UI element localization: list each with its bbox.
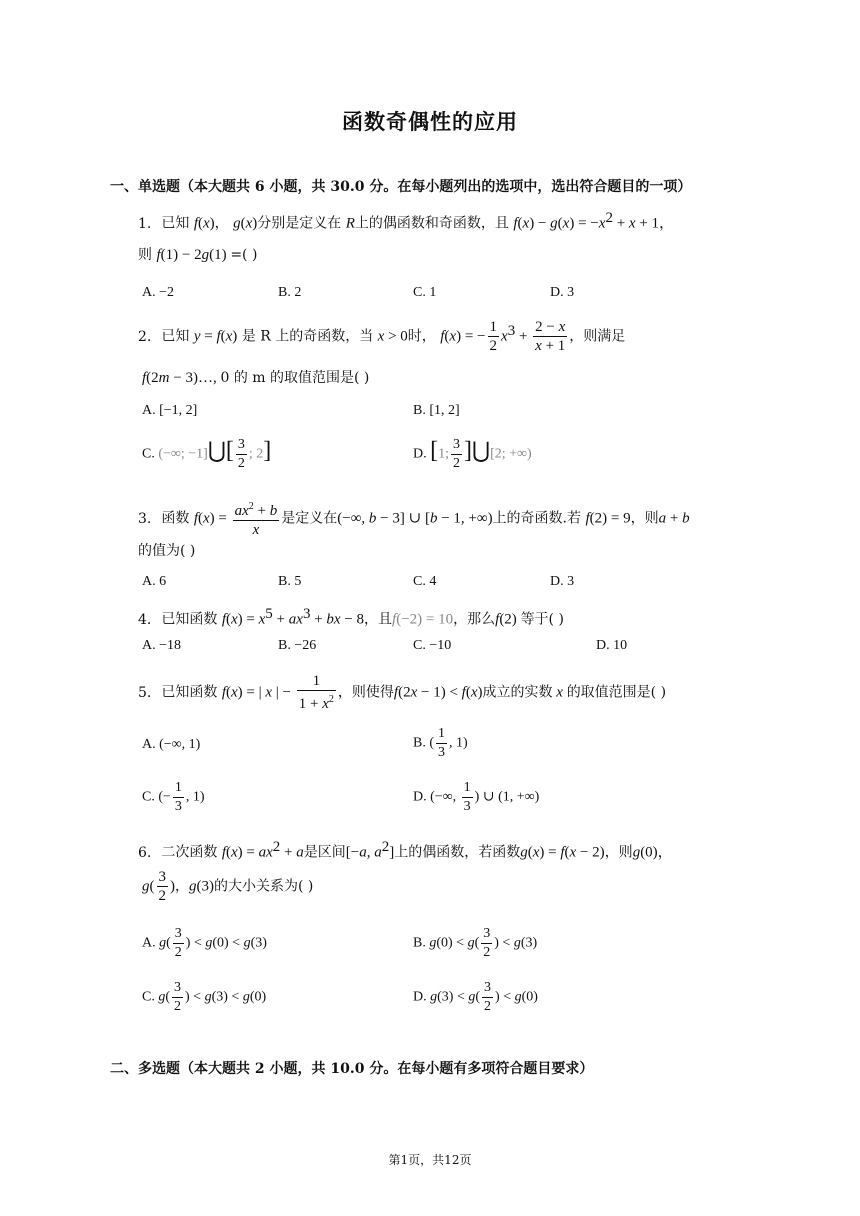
question-text: 已知 <box>161 328 190 345</box>
q6-option-d[interactable]: D. g(3) < g( $\frac{3}{2}$ ) < g(0) <box>413 980 538 1014</box>
question-text: 分别是定义在 <box>257 215 342 232</box>
question-text: 0 的 m 的取值范围是( ) <box>220 370 370 386</box>
question-text: 则 <box>138 247 152 263</box>
q6-option-c[interactable]: C. g( $\frac{3}{2}$ ) < g(3) < g(0) <box>142 980 267 1014</box>
section-single-choice-heading: 一、单选题（本大题共 6 小题，共 30.0 分。在每小题列出的选项中，选出符合题目的一项） <box>110 179 692 195</box>
question-number: 6. <box>138 844 152 861</box>
q4-option-a[interactable]: A. −18 <box>142 638 182 653</box>
q2-option-b[interactable]: B. [1, 2] <box>413 403 460 418</box>
question-text: 上的偶函数和奇函数，且 <box>354 215 509 232</box>
question-number: 5. <box>138 684 152 701</box>
question-number: 3. <box>138 510 152 527</box>
q1-option-c[interactable]: C. 1 <box>413 285 437 300</box>
question-text: ，则 <box>630 510 659 527</box>
q3-option-a[interactable]: A. 6 <box>142 574 167 589</box>
q3-option-b[interactable]: B. 5 <box>278 574 302 589</box>
q4-option-b[interactable]: B. −26 <box>278 638 317 653</box>
question-number: 1. <box>138 215 152 232</box>
question-text: 上的奇函数.若 <box>492 510 582 527</box>
option-label: A. <box>142 935 156 951</box>
question-2-line-1: 2. 已知 y = f(x) 是 R 上的奇函数，当 x > 0时， f(x) = − $\frac{1}{2}$ $x^3$ + $\frac{2 - x}{x + 1}$ ，则满足 <box>138 319 626 354</box>
question-text: 的大小关系为( ) <box>214 878 314 895</box>
question-6-line-2: g( $\frac{3}{2}$ )，g(3)的大小关系为( ) <box>142 869 314 904</box>
question-text: 二次函数 <box>161 844 218 861</box>
q3-option-d[interactable]: D. 3 <box>550 574 575 589</box>
option-label: B. <box>413 735 426 751</box>
question-1-line-2: 则 f(1) − 2g(1) =( ) <box>138 247 258 263</box>
question-text: ，则 <box>604 844 633 861</box>
q2-option-d[interactable]: D. [1; $\frac{3}{2}$ ]⋃[2; +∞) <box>413 437 532 471</box>
question-text: ，且 <box>364 611 393 628</box>
question-text: 时， <box>407 328 436 345</box>
question-text: 是 R 上的奇函数，当 <box>241 328 374 345</box>
page-title: 函数奇偶性的应用 <box>342 109 518 134</box>
question-text: 已知函数 <box>161 684 218 701</box>
question-text: ， <box>214 215 229 232</box>
q1-option-a[interactable]: A. −2 <box>142 285 175 300</box>
question-number: 4. <box>138 611 152 628</box>
q1-option-b[interactable]: B. 2 <box>278 285 302 300</box>
section-multiple-choice-heading: 二、多选题（本大题共 2 小题，共 10.0 分。在每小题有多项符合题目要求） <box>110 1061 594 1077</box>
option-label: D. <box>413 789 427 805</box>
question-1-line-1: 1. 已知 f(x)， g(x)分别是定义在 R上的偶函数和奇函数，且 $f(x) - g(x) = -x^2 + x + 1$， <box>138 210 675 232</box>
option-label: C. <box>142 789 155 805</box>
q2-option-a[interactable]: A. [−1, 2] <box>142 403 198 418</box>
question-6-line-1: 6. 二次函数 $f(x) = ax^2 + a$是区间[−a, $a^2$]上的偶函数，若函数g(x) = f(x − 2)，则g(0)， <box>138 839 673 861</box>
question-3-line-1: 3. 函数 f(x) = $\frac{ax^2 + b}{x}$ 是定义在(−∞, b − 3] ∪ [b − 1, +∞)上的奇函数.若 f(2) = 9，则a + b <box>138 498 690 539</box>
question-text: 函数 <box>161 510 190 527</box>
option-label: C. <box>142 989 155 1005</box>
option-label: A. <box>142 737 156 752</box>
q5-option-c[interactable]: C. (− $\frac{1}{3}$ , 1) <box>142 780 205 814</box>
question-text: 上的偶函数，若函数 <box>394 844 521 861</box>
question-text: 等于( ) <box>520 611 564 628</box>
question-text: 成立的实数 <box>482 684 553 701</box>
q5-option-a[interactable]: A. (−∞, 1) <box>142 737 201 752</box>
math-symbol: R <box>345 215 355 232</box>
q3-option-c[interactable]: C. 4 <box>413 574 437 589</box>
question-text: ，则使得 <box>337 684 394 701</box>
question-text: 的取值范围是( ) <box>566 684 667 701</box>
option-label: B. <box>413 935 426 951</box>
question-2-line-2: f(2m − 3)…, 0 的 m 的取值范围是( ) <box>142 370 370 386</box>
q6-option-a[interactable]: A. g( $\frac{3}{2}$ ) < g(0) < g(3) <box>142 926 267 960</box>
option-label: D. <box>413 446 427 462</box>
question-text: =( ) <box>230 247 258 263</box>
question-5-line-1: 5. 已知函数 f(x) = | x | − $\frac{1}{1 + x^2}$ ，则使得f(2x − 1) < f(x)成立的实数 x 的取值范围是( ) <box>138 673 667 712</box>
question-text: 已知函数 <box>161 611 218 628</box>
question-text: ，则满足 <box>569 328 626 345</box>
q6-option-b[interactable]: B. g(0) < g( $\frac{3}{2}$ ) < g(3) <box>413 926 538 960</box>
question-text: ，那么 <box>453 611 496 628</box>
q4-option-d[interactable]: D. 10 <box>596 638 628 653</box>
q4-option-c[interactable]: C. −10 <box>413 638 452 653</box>
question-text: 是区间 <box>303 844 346 861</box>
question-text: 已知 <box>161 215 190 232</box>
question-4-line-1: 4. 已知函数 $f(x) = x^5 + ax^3$ + bx − 8，且f(−2) = 10，那么f(2) 等于( ) <box>138 606 564 628</box>
option-label: D. <box>413 989 427 1005</box>
option-label: C. <box>142 446 155 462</box>
q5-option-b[interactable]: B. ( $\frac{1}{3}$ , 1) <box>413 726 468 760</box>
page-footer: 第1页，共12页 <box>388 1153 472 1167</box>
question-3-line-2: 的值为( ) <box>138 543 196 559</box>
question-number: 2. <box>138 328 152 345</box>
question-text: 是定义在 <box>281 510 338 527</box>
q1-option-d[interactable]: D. 3 <box>550 285 575 300</box>
q5-option-d[interactable]: D. (−∞, $\frac{1}{3}$ ) ∪ (1, +∞) <box>413 780 540 814</box>
question-text: ， <box>175 878 189 895</box>
q2-option-c[interactable]: C. (−∞; −1]⋃[ $\frac{3}{2}$ ; 2] <box>142 437 272 471</box>
